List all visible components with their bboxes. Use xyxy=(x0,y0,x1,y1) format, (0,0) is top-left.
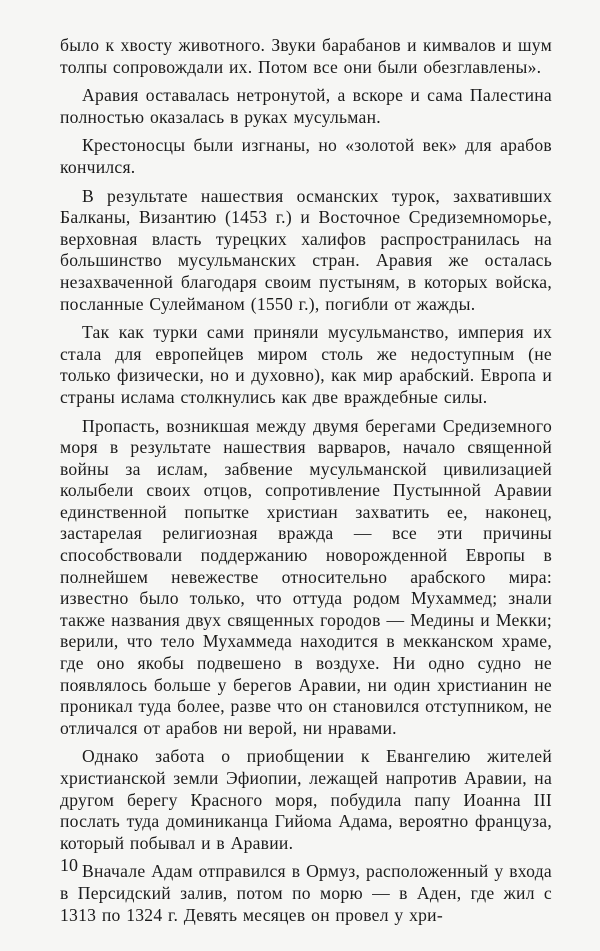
body-text xyxy=(60,35,552,933)
paragraph: Пропасть, возникшая между двумя берегами Средиземного моря в результате нашествия варваров, начало священной войны за ислам, забвение мусульманской цивилизацией колыбели своих отцов, сопротивление Пустынной Аравии единственной попытке христиан захватить ее, наконец, застарелая религиозная вражда — все эти причины способствовали поддержанию новорожденной Европы в полнейшем невежестве относительно арабского мира: известно было только, что оттуда родом Мухаммед; знали также названия двух священных городов — Медины и Мекки; верили, что тело Мухаммеда находится в мекканском храме, где оно якобы подвешено в воздухе. Ни одно судно не появлялось больше у берегов Аравии, ни один христианин не проникал туда более, разве что он становился отступником, не отличался от арабов ни верой, ни нравами. xyxy=(60,415,552,738)
paragraph: Вначале Адам отправился в Ормуз, расположенный у входа в Персидский залив, потом по морю — в Аден, где жил с 1313 по 1324 г. Девять месяцев он провел у хри- xyxy=(60,861,552,925)
paragraph: Однако забота о приобщении к Евангелию жителей христианской земли Эфиопии, лежащей напротив Аравии, на другом берегу Красного моря, побудила папу Иоанна III послать туда доминиканца Гийома Адама, вероятно француза, который побывал и в Аравии. xyxy=(60,746,552,853)
paragraph: Аравия оставалась нетронутой, а вскоре и сама Палестина полностью оказалась в руках мусульман. xyxy=(60,85,552,127)
paragraph: было к хвосту животного. Звуки барабанов и кимвалов и шум толпы сопровождали их. Потом все они были обезглавлены». xyxy=(60,35,552,77)
paragraph: Так как турки сами приняли мусульманство, империя их стала для европейцев миром столь же недоступным (не только физически, но и духовно), как мир арабский. Европа и страны ислама столкнулись как две враждебные силы. xyxy=(60,322,552,407)
paragraph: Крестоносцы были изгнаны, но «золотой век» для арабов кончился. xyxy=(60,135,552,177)
paragraph: В результате нашествия османских турок, захвативших Балканы, Византию (1453 г.) и Восточное Средиземноморье, верховная власть турецких халифов распространилась на большинство мусульманских стран. Аравия же осталась незахваченной благодаря своим пустыням, в которых войска, посланные Сулейманом (1550 г.), погибли от жажды. xyxy=(60,185,552,314)
page-number: 10 xyxy=(60,855,78,875)
